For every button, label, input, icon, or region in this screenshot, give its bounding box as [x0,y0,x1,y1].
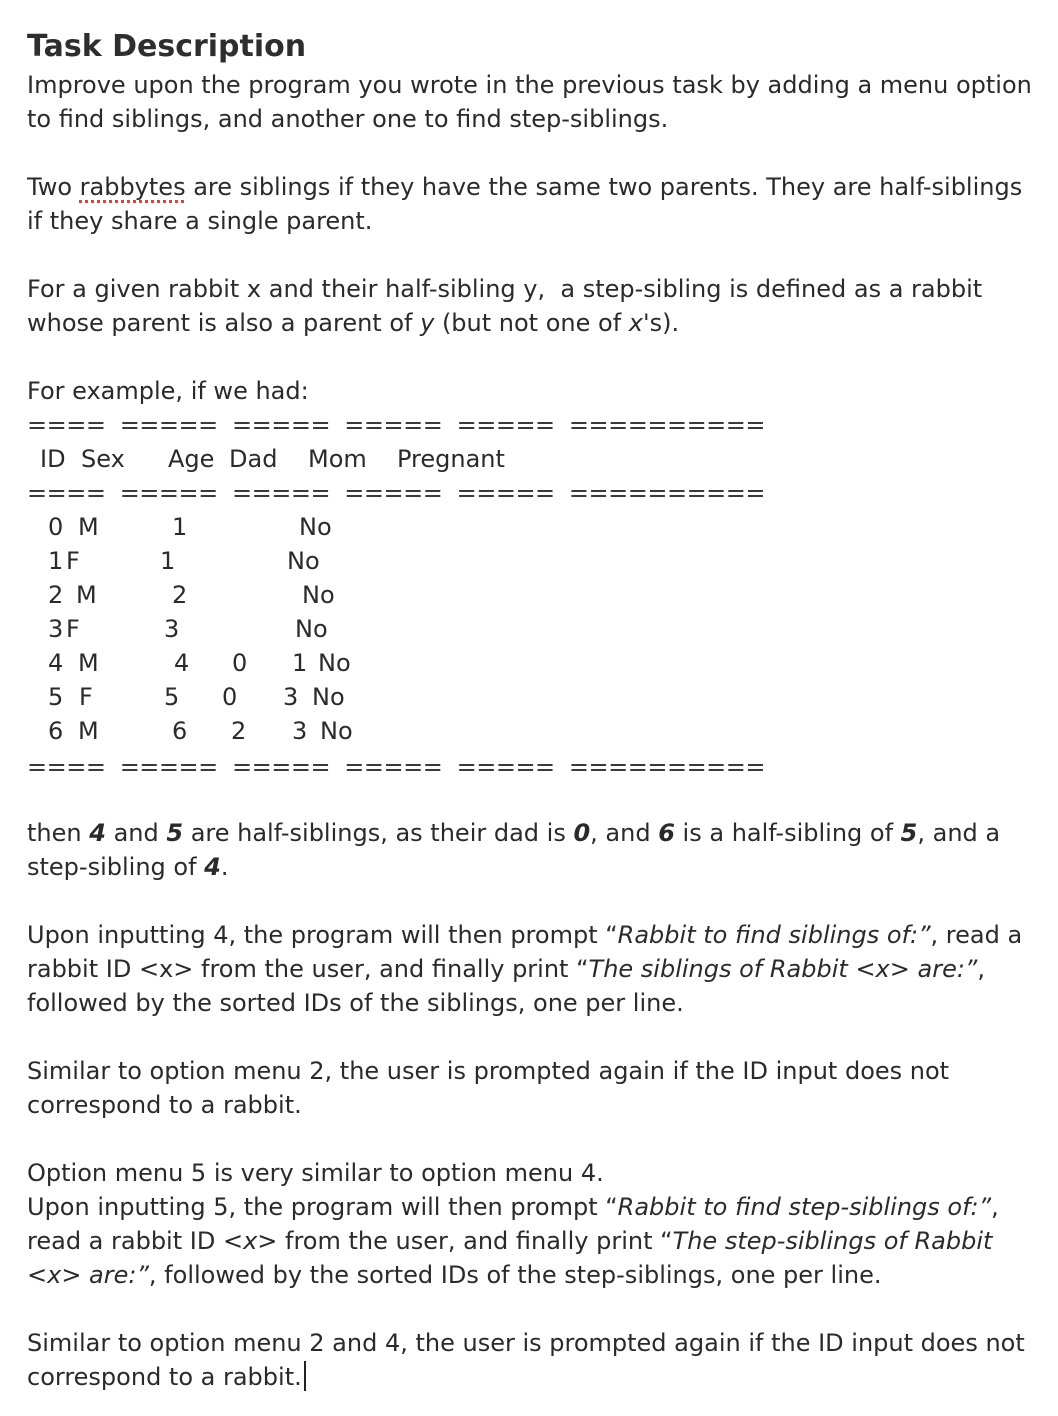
paragraph-line [27,1360,306,1394]
italic-prompt: The step-siblings of Rabbit [672,1227,993,1255]
text-run: (but not one of [434,309,629,337]
text-run: Two [27,173,80,201]
cell-sex: M [78,717,99,745]
text-run: from the user, and finally print “ [277,1227,673,1255]
cell-sex: M [76,581,97,609]
text-run: Upon inputting 5, the program will then prompt “ [27,1193,618,1221]
text-run: correspond to a rabbit. [27,1363,302,1391]
bold-number: 5 [166,819,184,847]
paragraph-line [27,170,1022,204]
cell-mom: 3 [283,683,299,711]
misspelled-word[interactable]: rabbytes [79,173,186,201]
cell-pregnant: No [299,513,332,541]
cell-sex: F [66,615,80,643]
table-rule: ==== ===== ===== ===== ===== ========== [27,411,766,439]
paragraph-line: Option menu 5 is very similar to option menu 4. [27,1159,604,1187]
cell-sex: F [66,547,80,575]
italic-prompt: The siblings of Rabbit <x> are:” [588,955,978,983]
cell-age: 2 [172,581,188,609]
cell-id: 1 [48,547,64,575]
paragraph-line: to find siblings, and another one to find step-siblings. [27,105,669,133]
cell-mom: 1 [292,649,308,677]
bold-number: 4 [89,819,106,847]
text-run: and [105,819,167,847]
paragraph-line: Similar to option menu 2, the user is prompted again if the ID input does not [27,1057,950,1085]
table-rule: ==== ===== ===== ===== ===== ========== [27,753,766,781]
text-run: , [977,955,985,983]
text-run: are half-siblings, as their dad is [183,819,574,847]
cell-age: 3 [164,615,180,643]
cell-dad: 0 [222,683,238,711]
paragraph-line [27,850,229,884]
paragraph-line: For a given rabbit x and their half-sibling y, a step-sibling is defined as a rabbit [27,275,983,303]
header-sex: Sex [81,445,125,473]
text-run: step-sibling of [27,853,205,881]
paragraph-line [27,1258,881,1292]
italic-variable: y [420,309,435,337]
cell-id: 0 [48,513,64,541]
cell-pregnant: No [287,547,320,575]
cell-sex: M [78,649,99,677]
cell-pregnant: No [302,581,335,609]
header-dad: Dad [229,445,278,473]
italic-prompt: Rabbit to find siblings of:” [617,921,931,949]
cell-id: 2 [48,581,64,609]
paragraph-line: Similar to option menu 2 and 4, the user is prompted again if the ID input does not [27,1329,1025,1357]
bold-number: 0 [573,819,591,847]
cell-pregnant: No [318,649,351,677]
paragraph-line [27,306,679,340]
paragraph-line [27,1190,999,1224]
cell-age: 1 [160,547,176,575]
text-run: rabbit ID <x> from the user, and finally print “ [27,955,589,983]
paragraph-line: correspond to a rabbit. [27,1091,302,1119]
text-run: , and [590,819,659,847]
cell-age: 5 [164,683,180,711]
cell-age: 4 [174,649,190,677]
cell-age: 1 [172,513,188,541]
italic-prompt: <x> are:” [27,1261,149,1289]
cell-id: 3 [48,615,64,643]
cell-sex: F [79,683,93,711]
cell-age: 6 [172,717,188,745]
header-age: Age [168,445,215,473]
paragraph-line: Improve upon the program you wrote in the previous task by adding a menu option [27,71,1032,99]
text-run: then [27,819,90,847]
bold-number: 5 [900,819,918,847]
bold-number: 4 [204,853,221,881]
text-run: read a rabbit ID [27,1227,223,1255]
cell-dad: 2 [231,717,247,745]
paragraph-line [27,1224,992,1258]
text-run: 's). [642,309,680,337]
text-run: are siblings if they have the same two parents. They are half-siblings [185,173,1023,201]
text-run: is a half-sibling of [674,819,901,847]
bold-number: 6 [658,819,675,847]
cell-id: 6 [48,717,64,745]
paragraph-line: if they share a single parent. [27,207,373,235]
paragraph-line: followed by the sorted IDs of the siblings, one per line. [27,989,684,1017]
text-run: , [991,1193,999,1221]
cell-pregnant: No [320,717,353,745]
paragraph-line [27,918,1022,952]
header-id: ID [40,445,66,473]
header-mom: Mom [308,445,367,473]
text-run: Upon inputting 4, the program will then prompt “ [27,921,618,949]
cell-pregnant: No [295,615,328,643]
table-rule: ==== ===== ===== ===== ===== ========== [27,479,766,507]
text-run: whose parent is also a parent of [27,309,421,337]
paragraph-line [27,816,1000,850]
italic-prompt: Rabbit to find step-siblings of:” [617,1193,992,1221]
cell-id: 5 [48,683,64,711]
text-run: , and a [917,819,1001,847]
italic-variable: x [628,309,643,337]
text-run: , read a [930,921,1023,949]
italic-placeholder: <x> [222,1227,278,1255]
text-run: , followed by the sorted IDs of the step-siblings, one per line. [148,1261,882,1289]
cell-id: 4 [48,649,64,677]
paragraph-line [27,952,985,986]
cell-mom: 3 [292,717,308,745]
cell-sex: M [78,513,99,541]
paragraph-line: For example, if we had: [27,377,309,405]
text-run: . [220,853,229,881]
cell-pregnant: No [312,683,345,711]
text-cursor [304,1361,306,1391]
page-title: Task Description [27,29,307,64]
header-pregnant: Pregnant [397,445,505,473]
cell-dad: 0 [232,649,248,677]
